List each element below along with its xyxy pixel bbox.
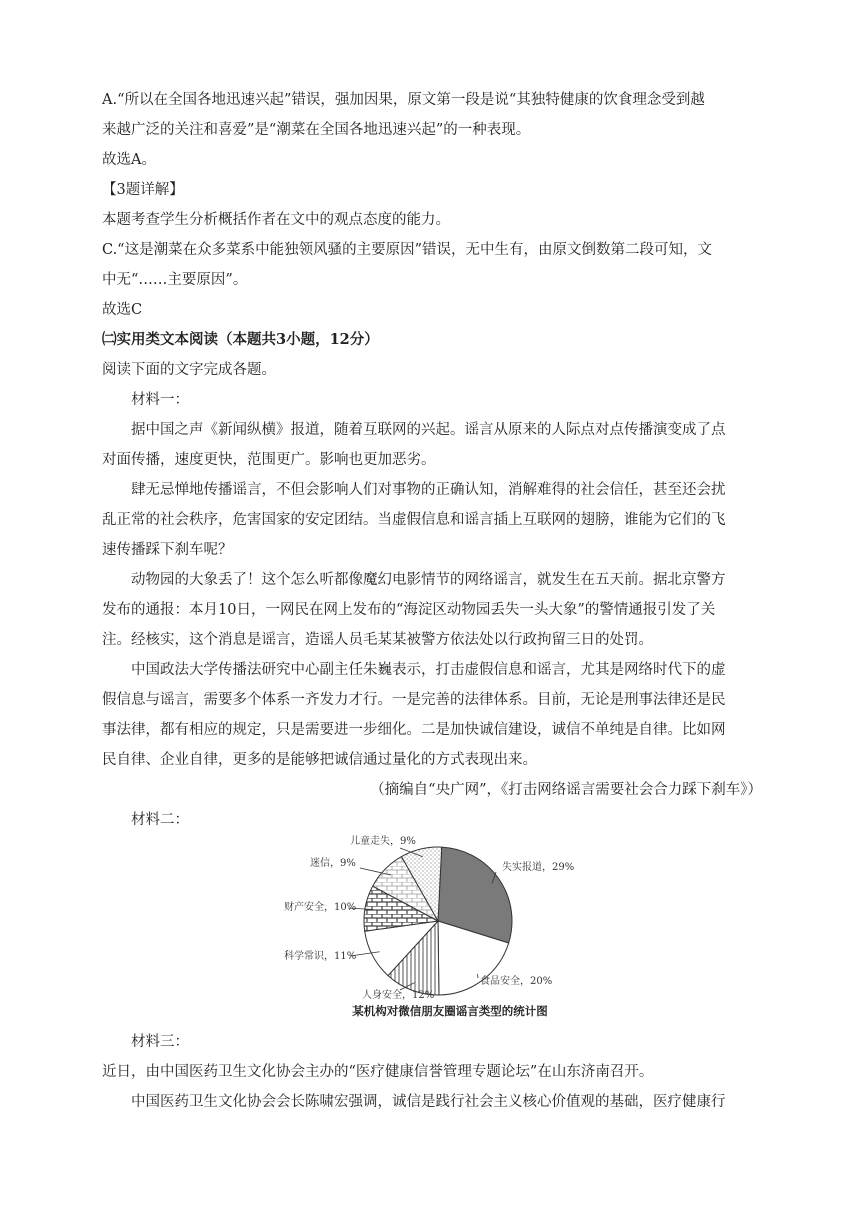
slice-label: 科学常识，11% [284, 951, 357, 962]
text-line: 故选C [102, 302, 143, 318]
paragraph-line: 假信息与谣言，需要多个体系一齐发力才行。一是完善的法律体系。目前，无论是刑事法律还是民 [102, 692, 726, 708]
material-label: 材料三： [131, 1034, 189, 1050]
slice-label: 迷信，9% [310, 858, 356, 869]
paragraph-line: 事法律，都有相应的规定，只是需要进一步细化。二是加快诚信建设，诚信不单纯是自律。比如网 [102, 722, 726, 738]
paragraph-line: 民自律、企业自律，更多的是能够把诚信通过量化的方式表现出来。 [102, 752, 537, 768]
paragraph-line: 中国医药卫生文化协会会长陈啸宏强调，诚信是践行社会主义核心价值观的基础，医疗健康行 [131, 1094, 726, 1110]
text-line: A.“所以在全国各地迅速兴起”错误，强加因果，原文第一段是说“其独特健康的饮食理念受到越 [102, 92, 705, 108]
paragraph-line: 中国政法大学传播法研究中心副主任朱巍表示，打击虚假信息和谣言，尤其是网络时代下的虚 [131, 662, 726, 678]
text-line: 本题考查学生分析概括作者在文中的观点态度的能力。 [102, 212, 450, 228]
slice-label: 儿童走失，9% [350, 836, 416, 847]
paragraph-line: 注。经核实，这个消息是谣言，造谣人员毛某某被警方依法处以行政拘留三日的处罚。 [102, 632, 653, 648]
paragraph-line: 近日，由中国医药卫生文化协会主办的“医疗健康信誉管理专题论坛”在山东济南召开。 [102, 1064, 654, 1080]
text-line: 故选A。 [102, 152, 156, 168]
text-line: 阅读下面的文字完成各题。 [102, 362, 276, 378]
leader-line [477, 974, 478, 978]
chart-caption: 某机构对微信朋友圈谣言类型的统计图 [352, 1004, 548, 1018]
text-line: 来越广泛的关注和喜爱”是“潮菜在全国各地迅速兴起”的一种表现。 [102, 122, 531, 138]
slice-label: 失实报道，29% [502, 862, 575, 873]
paragraph-line: 对面传播，速度更快，范围更广。影响也更加恶劣。 [102, 452, 436, 468]
material-label: 材料二： [131, 812, 189, 828]
pie-chart [270, 826, 630, 1004]
slice-label: 食品安全，20% [480, 976, 553, 987]
slice-label: 财产安全，10% [284, 902, 357, 913]
paragraph-line: 动物园的大象丢了！这个怎么听都像魔幻电影情节的网络谣言，就发生在五天前。据北京警方 [131, 572, 726, 588]
paragraph-line: 据中国之声《新闻纵横》报道，随着互联网的兴起。谣言从原来的人际点对点传播演变成了点 [131, 422, 726, 438]
source-citation: （摘编自“央广网”，《打击网络谣言需要社会合力踩下刹车》） [370, 782, 762, 798]
slice-label: 人身安全，12% [362, 990, 435, 1001]
text-line: 中无“……主要原因”。 [102, 272, 248, 288]
material-label: 材料一： [131, 392, 189, 408]
text-line: C.“这是潮菜在众多菜系中能独领风骚的主要原因”错误，无中生有，由原文倒数第二段可知，文 [102, 242, 713, 258]
paragraph-line: 速传播踩下刹车呢？ [102, 542, 233, 558]
paragraph-line: 乱正常的社会秩序，危害国家的安定团结。当虚假信息和谣言插上互联网的翅膀，谁能为它们的飞 [102, 512, 726, 528]
section-heading: 【3题详解】 [102, 182, 184, 198]
paragraph-line: 肆无忌惮地传播谣言，不但会影响人们对事物的正确认知，消解难得的社会信任，甚至还会扰 [131, 482, 726, 498]
section-title: ㈡实用类文本阅读（本题共3小题，12分） [102, 331, 379, 348]
paragraph-line: 发布的通报：本月10日，一网民在网上发布的“海淀区动物园丢失一头大象”的警情通报引发了关 [102, 602, 716, 618]
